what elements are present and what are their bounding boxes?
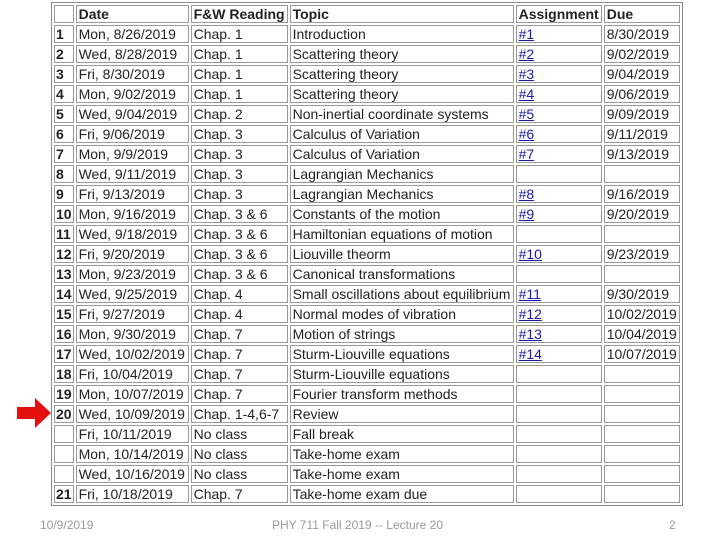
lecture-number-cell: 18 <box>56 366 72 382</box>
table-row <box>54 345 680 363</box>
topic-cell: Take-home exam due <box>290 485 514 503</box>
lecture-number-cell <box>54 465 74 483</box>
topic-cell: Normal modes of vibration <box>290 305 514 323</box>
topic-cell: Take-home exam <box>290 465 514 483</box>
topic-cell: Hamiltonian equations of motion <box>290 225 514 243</box>
due-date-cell: 9/02/2019 <box>604 45 680 63</box>
due-date-cell: 9/16/2019 <box>604 185 680 203</box>
due-date-cell: 9/20/2019 <box>604 205 680 223</box>
lecture-number-cell: 19 <box>56 386 72 402</box>
assignment-link[interactable]: #14 <box>518 346 542 362</box>
lecture-number-cell: 15 <box>56 306 72 322</box>
due-date-cell <box>604 165 680 183</box>
assignment-link[interactable]: #13 <box>518 326 542 342</box>
lecture-number-cell: 20 <box>56 406 72 422</box>
date-cell: Mon, 9/23/2019 <box>76 265 189 283</box>
lecture-number-cell: 8 <box>54 165 74 183</box>
table-row <box>54 285 680 303</box>
table-row <box>54 225 680 243</box>
lecture-number-cell: 21 <box>56 486 72 502</box>
topic-cell: Non-inertial coordinate systems <box>290 105 514 123</box>
due-date-cell: 9/04/2019 <box>604 65 680 83</box>
assignment-cell <box>516 365 602 383</box>
reading-cell: Chap. 1-4,6-7 <box>191 405 288 423</box>
lecture-number-cell: 9 <box>54 185 74 203</box>
lecture-number-cell: 11 <box>54 225 74 243</box>
assignment-cell <box>516 485 602 503</box>
assignment-cell <box>516 285 602 303</box>
table-row <box>54 405 680 423</box>
assignment-cell <box>516 25 602 43</box>
lecture-number-cell: 4 <box>54 85 74 103</box>
date-cell: Wed, 9/11/2019 <box>76 165 189 183</box>
due-date-cell: 9/06/2019 <box>604 85 680 103</box>
date-cell: Fri, 9/06/2019 <box>76 125 189 143</box>
topic-cell: Sturm-Liouville equations <box>290 365 514 383</box>
footer-date: 10/9/2019 <box>40 518 94 532</box>
lecture-number-cell: 14 <box>56 286 72 302</box>
assignment-cell <box>516 125 602 143</box>
assignment-link[interactable]: #4 <box>518 86 535 102</box>
lecture-number-cell: 10 <box>56 206 72 222</box>
topic-cell: Review <box>290 405 514 423</box>
reading-cell: No class <box>191 465 288 483</box>
topic-cell: Scattering theory <box>290 45 514 63</box>
reading-cell: No class <box>191 425 288 443</box>
date-cell: Fri, 9/27/2019 <box>76 305 189 323</box>
lecture-number-cell <box>54 445 74 463</box>
reading-cell: Chap. 7 <box>191 345 288 363</box>
assignment-cell <box>516 345 602 363</box>
reading-cell: Chap. 1 <box>191 25 288 43</box>
topic-cell: Canonical transformations <box>290 265 514 283</box>
date-cell: Wed, 10/09/2019 <box>76 405 189 423</box>
lecture-number-cell: 16 <box>56 326 72 342</box>
assignment-link[interactable]: #11 <box>518 286 541 302</box>
table-row <box>54 305 680 323</box>
table-row <box>54 465 680 483</box>
due-date-cell: 9/30/2019 <box>604 285 680 303</box>
due-date-cell: 8/30/2019 <box>604 25 680 43</box>
lecture-number-cell: 6 <box>54 125 74 143</box>
due-date-cell: 9/23/2019 <box>604 245 680 263</box>
reading-cell: Chap. 7 <box>191 365 288 383</box>
table-row <box>54 45 680 63</box>
due-date-cell <box>604 385 680 403</box>
table-row <box>54 125 680 143</box>
assignment-cell <box>516 45 602 63</box>
table-row <box>54 25 680 43</box>
date-cell: Mon, 9/16/2019 <box>76 205 189 223</box>
table-row <box>54 385 680 403</box>
reading-cell: Chap. 4 <box>191 305 288 323</box>
due-date-cell: 10/02/2019 <box>604 305 680 323</box>
reading-cell: Chap. 4 <box>191 285 288 303</box>
table-row <box>54 105 680 123</box>
lecture-number-cell: 17 <box>56 346 72 362</box>
date-cell: Mon, 8/26/2019 <box>76 25 189 43</box>
date-cell: Mon, 9/9/2019 <box>76 145 189 163</box>
date-cell: Mon, 9/02/2019 <box>76 85 189 103</box>
reading-cell: Chap. 3 & 6 <box>191 245 288 263</box>
date-cell: Fri, 10/18/2019 <box>76 485 189 503</box>
schedule-table <box>51 2 683 506</box>
lecture-number-cell <box>54 425 74 443</box>
footer-page-number: 2 <box>669 518 676 532</box>
date-cell: Wed, 9/18/2019 <box>76 225 189 243</box>
assignment-link[interactable]: #5 <box>518 106 535 122</box>
topic-cell: Calculus of Variation <box>290 125 514 143</box>
topic-cell: Sturm-Liouville equations <box>290 345 514 363</box>
column-header-date: Date <box>76 5 189 23</box>
date-cell: Mon, 10/07/2019 <box>76 385 189 403</box>
column-header-due-date: Due <box>604 5 680 23</box>
topic-cell: Small oscillations about equilibrium <box>290 285 514 303</box>
lecture-number-cell: 13 <box>56 266 72 282</box>
assignment-cell <box>516 385 602 403</box>
assignment-cell <box>516 85 602 103</box>
due-date-cell <box>604 405 680 423</box>
reading-cell: Chap. 3 & 6 <box>191 265 288 283</box>
date-cell: Fri, 9/13/2019 <box>76 185 189 203</box>
assignment-cell <box>516 225 602 243</box>
due-date-cell: 9/11/2019 <box>604 125 680 143</box>
topic-cell: Scattering theory <box>290 65 514 83</box>
reading-cell: No class <box>191 445 288 463</box>
lecture-number-cell: 1 <box>54 25 74 43</box>
due-date-cell <box>604 365 680 383</box>
topic-cell: Take-home exam <box>290 445 514 463</box>
assignment-link[interactable]: #1 <box>518 26 535 42</box>
due-date-cell <box>604 445 680 463</box>
assignment-cell <box>516 205 602 223</box>
table-row <box>54 65 680 83</box>
assignment-cell <box>516 165 602 183</box>
due-date-cell: 9/13/2019 <box>604 145 680 163</box>
table-row <box>54 85 680 103</box>
reading-cell: Chap. 3 <box>191 125 288 143</box>
table-row <box>54 145 680 163</box>
lecture-number-cell: 5 <box>54 105 74 123</box>
reading-cell: Chap. 3 <box>191 165 288 183</box>
topic-cell: Calculus of Variation <box>290 145 514 163</box>
assignment-cell <box>516 185 602 203</box>
column-header-topic: Topic <box>290 5 514 23</box>
table-row <box>54 365 680 383</box>
column-header-assignment: Assignment <box>516 5 602 23</box>
table-row <box>54 265 680 283</box>
date-cell: Wed, 9/04/2019 <box>76 105 189 123</box>
date-cell: Mon, 9/30/2019 <box>76 325 189 343</box>
assignment-link[interactable]: #8 <box>518 186 535 202</box>
due-date-cell: 9/09/2019 <box>604 105 680 123</box>
due-date-cell <box>604 265 680 283</box>
due-date-cell <box>604 485 680 503</box>
assignment-cell <box>516 265 602 283</box>
topic-cell: Fall break <box>290 425 514 443</box>
reading-cell: Chap. 7 <box>191 385 288 403</box>
assignment-cell <box>516 325 602 343</box>
column-header-lecture-number <box>54 5 74 23</box>
assignment-cell <box>516 145 602 163</box>
reading-cell: Chap. 1 <box>191 65 288 83</box>
reading-cell: Chap. 2 <box>191 105 288 123</box>
topic-cell: Fourier transform methods <box>290 385 514 403</box>
table-row <box>54 185 680 203</box>
reading-cell: Chap. 1 <box>191 85 288 103</box>
assignment-cell <box>516 425 602 443</box>
reading-cell: Chap. 3 & 6 <box>191 205 288 223</box>
assignment-link[interactable]: #7 <box>518 146 535 162</box>
due-date-cell: 10/07/2019 <box>604 345 680 363</box>
assignment-link[interactable]: #12 <box>518 306 542 322</box>
table-row <box>54 485 680 503</box>
header-row <box>54 5 680 23</box>
assignment-cell <box>516 65 602 83</box>
assignment-cell <box>516 305 602 323</box>
date-cell: Fri, 8/30/2019 <box>76 65 189 83</box>
date-cell: Wed, 9/25/2019 <box>76 285 189 303</box>
reading-cell: Chap. 7 <box>191 325 288 343</box>
table-row <box>54 325 680 343</box>
topic-cell: Liouville theorm <box>290 245 514 263</box>
table-row <box>54 165 680 183</box>
lecture-number-cell: 2 <box>54 45 74 63</box>
date-cell: Wed, 8/28/2019 <box>76 45 189 63</box>
assignment-link[interactable]: #10 <box>518 246 542 262</box>
due-date-cell: 10/04/2019 <box>604 325 680 343</box>
lecture-number-cell: 3 <box>54 65 74 83</box>
date-cell: Fri, 9/20/2019 <box>76 245 189 263</box>
topic-cell: Scattering theory <box>290 85 514 103</box>
table-row <box>54 445 680 463</box>
assignment-cell <box>516 405 602 423</box>
assignment-cell <box>516 445 602 463</box>
due-date-cell <box>604 425 680 443</box>
topic-cell: Constants of the motion <box>290 205 514 223</box>
date-cell: Wed, 10/16/2019 <box>76 465 189 483</box>
assignment-link[interactable]: #3 <box>518 66 535 82</box>
column-header-reading: F&W Reading <box>191 5 288 23</box>
assignment-link[interactable]: #9 <box>518 206 535 222</box>
table-row <box>54 205 680 223</box>
lecture-number-cell: 12 <box>56 246 72 262</box>
footer-title: PHY 711 Fall 2019 -- Lecture 20 <box>272 518 443 532</box>
due-date-cell <box>604 465 680 483</box>
date-cell: Fri, 10/04/2019 <box>76 365 189 383</box>
assignment-cell <box>516 465 602 483</box>
due-date-cell <box>604 225 680 243</box>
assignment-link[interactable]: #6 <box>518 126 535 142</box>
reading-cell: Chap. 3 <box>191 185 288 203</box>
topic-cell: Lagrangian Mechanics <box>290 185 514 203</box>
reading-cell: Chap. 3 & 6 <box>191 225 288 243</box>
topic-cell: Lagrangian Mechanics <box>290 165 514 183</box>
reading-cell: Chap. 1 <box>191 45 288 63</box>
reading-cell: Chap. 7 <box>191 485 288 503</box>
assignment-cell <box>516 245 602 263</box>
date-cell: Fri, 10/11/2019 <box>76 425 189 443</box>
current-lecture-arrow-icon <box>17 398 51 428</box>
topic-cell: Motion of strings <box>290 325 514 343</box>
date-cell: Mon, 10/14/2019 <box>76 445 189 463</box>
reading-cell: Chap. 3 <box>191 145 288 163</box>
lecture-number-cell: 7 <box>54 145 74 163</box>
table-row <box>54 245 680 263</box>
topic-cell: Introduction <box>290 25 514 43</box>
date-cell: Wed, 10/02/2019 <box>76 345 189 363</box>
assignment-link[interactable]: #2 <box>518 46 535 62</box>
assignment-cell <box>516 105 602 123</box>
table-row <box>54 425 680 443</box>
